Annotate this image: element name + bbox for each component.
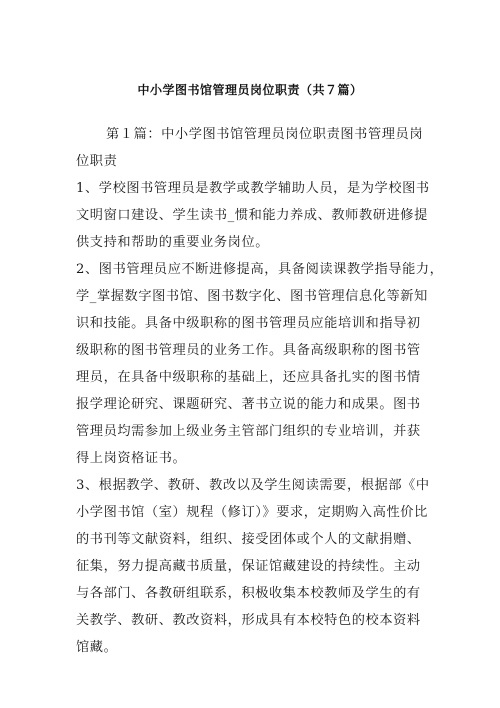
text-line: 级职称的图书管理员的业务工作。具备高级职称的图书管	[76, 343, 421, 358]
text-line: 供支持和帮助的重要业务岗位。	[76, 235, 270, 250]
text-line: 小学图书馆（室）规程（修订）》要求，定期购入高性价比	[76, 505, 428, 520]
text-line: 关教学、教研、教改资料，形成具有本校特色的校本资料	[76, 613, 421, 628]
text-line: 征集，努力提高藏书质量，保证馆藏建设的持续性。主动	[76, 559, 421, 574]
text-line: 学_掌握数字图书馆、图书数字化、图书管理信息化等新知	[76, 289, 428, 304]
text-line: 1、学校图书管理员是教学或教学辅助人员，是为学校图书	[76, 181, 430, 196]
text-line: 2、图书管理员应不断进修提高，具备阅读课教学指导能力，	[76, 262, 444, 277]
text-line: 的书刊等文献资料，组织、接受团体或个人的文献捐赠、	[76, 532, 421, 547]
text-line: 馆藏。	[76, 640, 118, 655]
text-line: 管理员均需参加上级业务主管部门组织的专业培训，并获	[76, 424, 421, 439]
text-line: 识和技能。具备中级职称的图书管理员应能培训和指导初	[76, 316, 421, 331]
text-line: 理员，在具备中级职称的基础上，还应具备扎实的图书情	[76, 370, 421, 385]
text-line: 位职责	[76, 154, 118, 169]
text-line: 与各部门、各教研组联系，积极收集本校教师及学生的有	[76, 586, 421, 601]
text-line: 文明窗口建设、学生读书_惯和能力养成、教师教研进修提	[76, 208, 428, 223]
text-line: 报学理论研究、课题研究、著书立说的能力和成果。图书	[76, 397, 421, 412]
text-line: 得上岗资格证书。	[76, 451, 187, 466]
text-line: 3、根据教学、教研、教改以及学生阅读需要，根据部《中	[76, 478, 430, 493]
text-line: 第１篇：中小学图书馆管理员岗位职责图书管理员岗	[106, 127, 424, 142]
document-title: 中小学图书馆管理员岗位职责（共７篇）	[137, 83, 363, 97]
